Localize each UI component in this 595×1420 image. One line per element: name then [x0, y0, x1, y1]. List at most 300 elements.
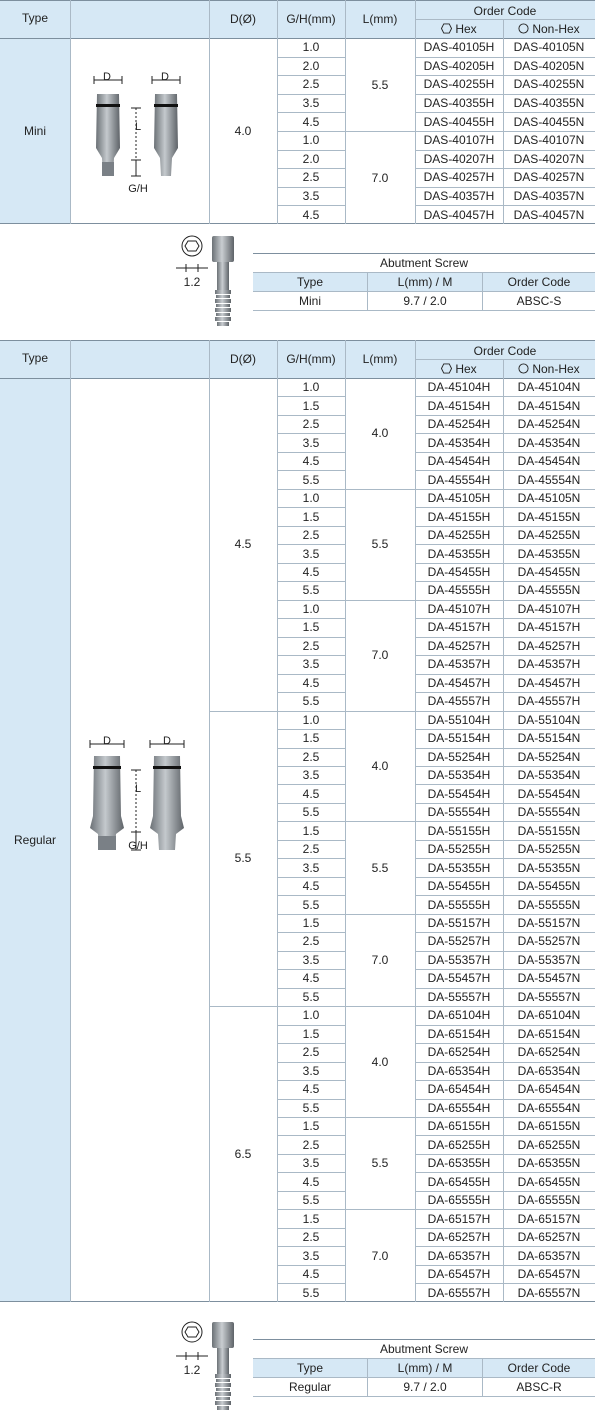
row-divider	[277, 858, 345, 859]
group-divider	[345, 821, 415, 822]
row-divider	[277, 1099, 345, 1100]
hex-code-cell: DA-65154H	[427, 1026, 491, 1041]
row-divider	[277, 1172, 345, 1173]
nonhex-code-cell: DA-65557N	[517, 1285, 581, 1300]
hex-code-cell: DAS-40105H	[423, 40, 495, 55]
hex-code-cell: DA-65357H	[427, 1248, 491, 1263]
rule	[0, 0, 595, 1]
gh-cell: 1.0	[302, 491, 320, 506]
length-cell: 5.5	[371, 1156, 389, 1171]
hex-code-cell: DA-65557H	[427, 1285, 491, 1300]
hex-code-cell: DA-65554H	[427, 1100, 491, 1115]
nonhex-code-cell: DA-55557N	[517, 989, 581, 1004]
diameter-cell: 4.0	[234, 124, 252, 138]
row-divider	[415, 396, 595, 397]
nonhex-code-cell: DA-55157N	[517, 916, 581, 930]
nonhex-code-cell: DAS-40107N	[513, 133, 585, 148]
row-divider	[415, 1135, 595, 1136]
hex-code-cell: DA-65555H	[427, 1193, 491, 1208]
row-divider	[415, 470, 595, 471]
gh-cell: 3.5	[302, 1156, 320, 1171]
row-divider	[415, 1172, 595, 1173]
header-nonhex	[503, 20, 595, 38]
hex-label: Hex	[455, 362, 477, 376]
row-divider	[277, 748, 345, 749]
nonhex-code-cell: DA-65254N	[517, 1045, 581, 1060]
row-divider	[277, 57, 345, 58]
rule	[70, 340, 71, 1302]
row-divider	[415, 1154, 595, 1155]
gh-cell: 4.5	[302, 207, 320, 222]
hex-code-cell: DAS-40205H	[423, 58, 495, 73]
hex-code-cell: DA-55557H	[427, 989, 491, 1004]
gh-cell: 2.5	[302, 1137, 320, 1152]
hex-code-cell: DA-55255H	[427, 842, 491, 857]
row-divider	[415, 674, 595, 675]
header-diameter: D(Ø)	[230, 352, 256, 366]
gh-cell: 3.5	[302, 860, 320, 875]
gh-cell: 1.5	[302, 1026, 320, 1041]
gh-cell: 4.5	[302, 114, 320, 129]
row-divider	[415, 433, 595, 434]
hex-code-cell: DA-55555H	[427, 897, 491, 912]
row-divider	[415, 150, 595, 151]
gh-cell: 1.0	[302, 40, 320, 55]
gh-cell: 3.5	[302, 1063, 320, 1078]
screw-code: ABSC-S	[483, 292, 595, 311]
diameter-cell: 6.5	[234, 1146, 252, 1161]
hex-code-cell: DA-45105H	[427, 491, 491, 506]
length-cell: 4.0	[371, 1054, 389, 1069]
nonhex-code-cell: DA-65354N	[517, 1063, 581, 1078]
hex-code-cell: DAS-40257H	[423, 170, 495, 185]
nonhex-code-cell: DA-65554N	[517, 1100, 581, 1115]
nonhex-code-cell: DA-65257N	[517, 1230, 581, 1245]
row-divider	[415, 711, 595, 712]
row-divider	[277, 1228, 345, 1229]
hex-code-cell: DA-45157H	[427, 620, 491, 635]
hex-code-cell: DA-45107H	[427, 601, 491, 616]
nonhex-code-cell: DA-45255N	[517, 528, 581, 543]
hex-code-cell: DAS-40355H	[423, 96, 495, 111]
illus-label-l: L	[134, 121, 142, 133]
row-divider	[415, 75, 595, 76]
row-divider	[415, 655, 595, 656]
row-divider	[277, 600, 345, 601]
diameter-cell: 5.5	[234, 851, 252, 866]
length-cell: 7.0	[371, 170, 389, 185]
gh-cell: 2.5	[302, 1045, 320, 1060]
illus-label-gh: G/H	[128, 183, 148, 195]
hex-code-cell: DA-55357H	[427, 952, 491, 967]
nonhex-code-cell: DA-45557H	[517, 694, 581, 709]
row-divider	[277, 1062, 345, 1063]
row-divider	[415, 57, 595, 58]
group-divider	[345, 1006, 415, 1007]
nonhex-code-cell: DA-45105N	[517, 491, 581, 506]
gh-cell: 5.5	[302, 472, 320, 487]
row-divider	[277, 470, 345, 471]
nonhex-code-cell: DA-45454N	[517, 454, 581, 469]
row-divider	[415, 1080, 595, 1081]
hex-code-cell: DA-45454H	[427, 454, 491, 469]
nonhex-code-cell: DA-55355N	[517, 860, 581, 875]
header-order-code: Order Code	[473, 344, 537, 358]
gh-cell: 2.5	[302, 528, 320, 543]
hex-code-cell: DA-45554H	[427, 472, 491, 487]
row-divider	[415, 729, 595, 730]
hex-code-cell: DA-45254H	[427, 417, 491, 432]
nonhex-code-cell: DAS-40355N	[513, 96, 585, 111]
row-divider	[277, 489, 345, 490]
row-divider	[415, 877, 595, 878]
screw-dim-label: 1.2	[183, 275, 201, 289]
nonhex-code-cell: DA-65454N	[517, 1082, 581, 1097]
gh-cell: 1.5	[302, 620, 320, 635]
nonhex-code-cell: DA-55455N	[517, 879, 581, 894]
rule	[415, 359, 595, 360]
row-divider	[277, 803, 345, 804]
header-gh: G/H(mm)	[286, 12, 336, 26]
hex-code-cell: DA-55457H	[427, 971, 491, 986]
hex-code-cell: DAS-40107H	[423, 133, 495, 148]
diameter-divider	[209, 1006, 277, 1007]
nonhex-code-cell: DA-65355N	[517, 1156, 581, 1171]
hex-code-cell: DA-55354H	[427, 768, 491, 783]
hex-code-cell: DA-45355H	[427, 546, 491, 561]
group-divider	[345, 489, 415, 490]
illus-label-d: D	[161, 71, 169, 83]
hex-code-cell: DA-65254H	[427, 1045, 491, 1060]
row-divider	[277, 1135, 345, 1136]
row-divider	[415, 94, 595, 95]
screw-length: 9.7 / 2.0	[368, 1378, 483, 1397]
row-divider	[415, 914, 595, 915]
row-divider	[277, 526, 345, 527]
screw-col-length: L(mm) / M	[368, 273, 483, 292]
circle-icon	[518, 363, 529, 374]
nonhex-code-cell: DA-65255N	[517, 1137, 581, 1152]
nonhex-code-cell: DA-55554N	[517, 805, 581, 820]
row-divider	[415, 766, 595, 767]
nonhex-code-cell: DAS-40257N	[513, 170, 585, 185]
screw-col-code: Order Code	[483, 273, 595, 292]
row-divider	[415, 1228, 595, 1229]
screw-code: ABSC-R	[483, 1378, 595, 1397]
row-divider	[277, 692, 345, 693]
screw-col-type: Type	[253, 1359, 368, 1378]
screw-table	[253, 253, 595, 311]
gh-cell: 1.0	[302, 133, 320, 148]
nonhex-code-cell: DA-65555N	[517, 1193, 581, 1208]
row-divider	[277, 452, 345, 453]
row-divider	[277, 168, 345, 169]
hex-code-cell: DAS-40457H	[423, 207, 495, 222]
gh-cell: 3.5	[302, 657, 320, 672]
row-divider	[415, 1062, 595, 1063]
hex-code-cell: DA-65457H	[427, 1267, 491, 1282]
nonhex-code-cell: DAS-40255N	[513, 77, 585, 92]
nonhex-code-cell: DA-45455N	[517, 564, 581, 579]
nonhex-code-cell: DA-55155N	[517, 823, 581, 838]
gh-cell: 3.5	[302, 952, 320, 967]
gh-cell: 3.5	[302, 768, 320, 783]
length-cell: 5.5	[371, 77, 389, 92]
row-divider	[277, 1080, 345, 1081]
row-divider	[277, 563, 345, 564]
gh-cell: 1.5	[302, 731, 320, 746]
nonhex-code-cell: DA-45355N	[517, 546, 581, 561]
group-divider	[345, 914, 415, 915]
header-length: L(mm)	[362, 12, 398, 26]
hex-code-cell: DA-55154H	[427, 731, 491, 746]
row-divider	[415, 1006, 595, 1007]
gh-cell: 2.5	[302, 170, 320, 185]
hex-code-cell: DA-55254H	[427, 749, 491, 764]
gh-cell: 4.5	[302, 1174, 320, 1189]
illus-label-l: L	[134, 783, 142, 795]
row-divider	[277, 711, 345, 712]
row-divider	[415, 1117, 595, 1118]
row-divider	[415, 895, 595, 896]
hex-icon	[441, 23, 452, 34]
row-divider	[277, 131, 345, 132]
hex-icon	[441, 363, 452, 374]
row-divider	[415, 131, 595, 132]
gh-cell: 4.5	[302, 879, 320, 894]
hex-code-cell: DA-45557H	[427, 694, 491, 709]
row-divider	[415, 618, 595, 619]
row-divider	[277, 415, 345, 416]
group-divider	[345, 711, 415, 712]
gh-cell: 5.5	[302, 989, 320, 1004]
row-divider	[277, 1043, 345, 1044]
nonhex-code-cell: DA-55555N	[517, 897, 581, 912]
nonhex-code-cell: DA-55104N	[517, 712, 581, 727]
screw-col-length: L(mm) / M	[368, 1359, 483, 1378]
type-cell: Regular	[13, 833, 57, 847]
row-divider	[415, 1246, 595, 1247]
hex-code-cell: DAS-40455H	[423, 114, 495, 129]
row-divider	[415, 821, 595, 822]
hex-code-cell: DA-55454H	[427, 786, 491, 801]
row-divider	[415, 600, 595, 601]
nonhex-code-cell: DA-45104N	[517, 380, 581, 395]
gh-cell: 1.0	[302, 601, 320, 616]
header-nonhex	[503, 360, 595, 378]
gh-cell: 4.5	[302, 675, 320, 690]
gh-cell: 2.5	[302, 934, 320, 949]
hex-code-cell: DA-55355H	[427, 860, 491, 875]
row-divider	[277, 914, 345, 915]
nonhex-code-cell: DA-45257H	[517, 638, 581, 653]
screw-type: Regular	[253, 1378, 368, 1397]
gh-cell: 4.5	[302, 1267, 320, 1282]
nonhex-code-cell: DAS-40105N	[513, 40, 585, 55]
gh-cell: 1.0	[302, 380, 320, 395]
row-divider	[415, 932, 595, 933]
gh-cell: 1.5	[302, 1211, 320, 1226]
nonhex-code-cell: DA-55357N	[517, 952, 581, 967]
nonhex-code-cell: DAS-40207N	[513, 151, 585, 166]
nonhex-code-cell: DAS-40357N	[513, 189, 585, 204]
nonhex-code-cell: DA-45354N	[517, 435, 581, 450]
hex-code-cell: DA-65157H	[427, 1211, 491, 1226]
row-divider	[277, 1025, 345, 1026]
nonhex-code-cell: DA-45357H	[517, 657, 581, 672]
row-divider	[277, 94, 345, 95]
row-divider	[277, 969, 345, 970]
nonhex-code-cell: DA-45554N	[517, 472, 581, 487]
group-divider	[345, 1209, 415, 1210]
screw-col-type: Type	[253, 273, 368, 292]
nonhex-code-cell: DA-55254N	[517, 749, 581, 764]
header-length: L(mm)	[362, 352, 398, 366]
hex-code-cell: DA-45104H	[427, 380, 491, 395]
row-divider	[415, 452, 595, 453]
header-order-code: Order Code	[473, 4, 537, 18]
row-divider	[277, 877, 345, 878]
hex-code-cell: DA-55554H	[427, 805, 491, 820]
hex-code-cell: DA-65354H	[427, 1063, 491, 1078]
row-divider	[277, 112, 345, 113]
gh-cell: 2.0	[302, 58, 320, 73]
gh-cell: 5.5	[302, 1285, 320, 1300]
hex-code-cell: DA-45455H	[427, 564, 491, 579]
hex-code-cell: DA-55257H	[427, 934, 491, 949]
row-divider	[277, 729, 345, 730]
nonhex-code-cell: DA-55454N	[517, 786, 581, 801]
length-cell: 4.0	[371, 426, 389, 441]
row-divider	[277, 951, 345, 952]
gh-cell: 3.5	[302, 435, 320, 450]
row-divider	[415, 526, 595, 527]
row-divider	[415, 840, 595, 841]
nonhex-code-cell: DA-45555N	[517, 583, 581, 598]
gh-cell: 2.0	[302, 151, 320, 166]
gh-cell: 2.5	[302, 417, 320, 432]
row-divider	[277, 581, 345, 582]
length-cell: 5.5	[371, 860, 389, 875]
gh-cell: 1.5	[302, 1119, 320, 1134]
row-divider	[415, 1265, 595, 1266]
hex-code-cell: DA-65155H	[427, 1119, 491, 1134]
row-divider	[277, 932, 345, 933]
hex-code-cell: DA-45457H	[427, 675, 491, 690]
hex-code-cell: DA-55104H	[427, 712, 491, 727]
row-divider	[415, 563, 595, 564]
nonhex-code-cell: DA-45457H	[517, 675, 581, 690]
diameter-divider	[209, 711, 277, 712]
gh-cell: 5.5	[302, 694, 320, 709]
nonhex-code-cell: DA-45157H	[517, 620, 581, 635]
nonhex-code-cell: DA-55154N	[517, 731, 581, 746]
illus-label-d: D	[103, 71, 111, 83]
row-divider	[415, 1283, 595, 1284]
row-divider	[415, 951, 595, 952]
header-gh: G/H(mm)	[286, 352, 336, 366]
gh-cell: 3.5	[302, 96, 320, 111]
gh-cell: 4.5	[302, 1082, 320, 1097]
hex-code-cell: DA-45257H	[427, 638, 491, 653]
row-divider	[415, 544, 595, 545]
row-divider	[277, 150, 345, 151]
gh-cell: 5.5	[302, 1100, 320, 1115]
gh-cell: 1.0	[302, 1008, 320, 1023]
gh-cell: 5.5	[302, 1193, 320, 1208]
gh-cell: 2.5	[302, 638, 320, 653]
row-divider	[277, 187, 345, 188]
row-divider	[277, 988, 345, 989]
nonhex-code-cell: DA-45155N	[517, 509, 581, 524]
length-cell: 5.5	[371, 537, 389, 552]
row-divider	[277, 1209, 345, 1210]
nonhex-code-cell: DA-65104N	[517, 1008, 581, 1023]
group-divider	[345, 1117, 415, 1118]
hex-code-cell: DA-65454H	[427, 1082, 491, 1097]
row-divider	[277, 840, 345, 841]
row-divider	[415, 969, 595, 970]
screw-title: Abutment Screw	[253, 1340, 595, 1359]
row-divider	[277, 618, 345, 619]
gh-cell: 2.5	[302, 749, 320, 764]
row-divider	[415, 637, 595, 638]
nonhex-label: Non-Hex	[532, 362, 580, 376]
row-divider	[277, 507, 345, 508]
row-divider	[415, 581, 595, 582]
hex-code-cell: DAS-40357H	[423, 189, 495, 204]
row-divider	[277, 895, 345, 896]
nonhex-code-cell: DA-65154N	[517, 1026, 581, 1041]
gh-cell: 5.5	[302, 897, 320, 912]
row-divider	[277, 1283, 345, 1284]
row-divider	[415, 1099, 595, 1100]
gh-cell: 2.5	[302, 1230, 320, 1245]
row-divider	[277, 637, 345, 638]
screw-length: 9.7 / 2.0	[368, 292, 483, 311]
screw-col-code: Order Code	[483, 1359, 595, 1378]
header-type: Type	[21, 11, 48, 25]
header-type: Type	[21, 351, 48, 365]
nonhex-code-cell: DA-65157N	[517, 1211, 581, 1226]
diameter-cell: 4.5	[234, 537, 252, 552]
regular-abutment-table	[0, 340, 595, 1302]
nonhex-code-cell: DAS-40455N	[513, 114, 585, 129]
hex-code-cell: DA-65355H	[427, 1156, 491, 1171]
row-divider	[415, 988, 595, 989]
gh-cell: 4.5	[302, 454, 320, 469]
rule	[70, 0, 71, 224]
row-divider	[277, 1117, 345, 1118]
row-divider	[415, 489, 595, 490]
nonhex-code-cell: DA-65357N	[517, 1248, 581, 1263]
hex-code-cell: DA-65257H	[427, 1230, 491, 1245]
row-divider	[277, 1246, 345, 1247]
type-cell: Mini	[23, 124, 46, 138]
row-divider	[415, 112, 595, 113]
length-cell: 4.0	[371, 758, 389, 773]
nonhex-code-cell: DA-45254N	[517, 417, 581, 432]
row-divider	[277, 784, 345, 785]
gh-cell: 1.5	[302, 398, 320, 413]
hex-code-cell: DA-45357H	[427, 657, 491, 672]
illus-label-d: D	[163, 735, 171, 747]
row-divider	[277, 433, 345, 434]
gh-cell: 1.5	[302, 509, 320, 524]
row-divider	[277, 1265, 345, 1266]
row-divider	[277, 544, 345, 545]
row-divider	[415, 692, 595, 693]
